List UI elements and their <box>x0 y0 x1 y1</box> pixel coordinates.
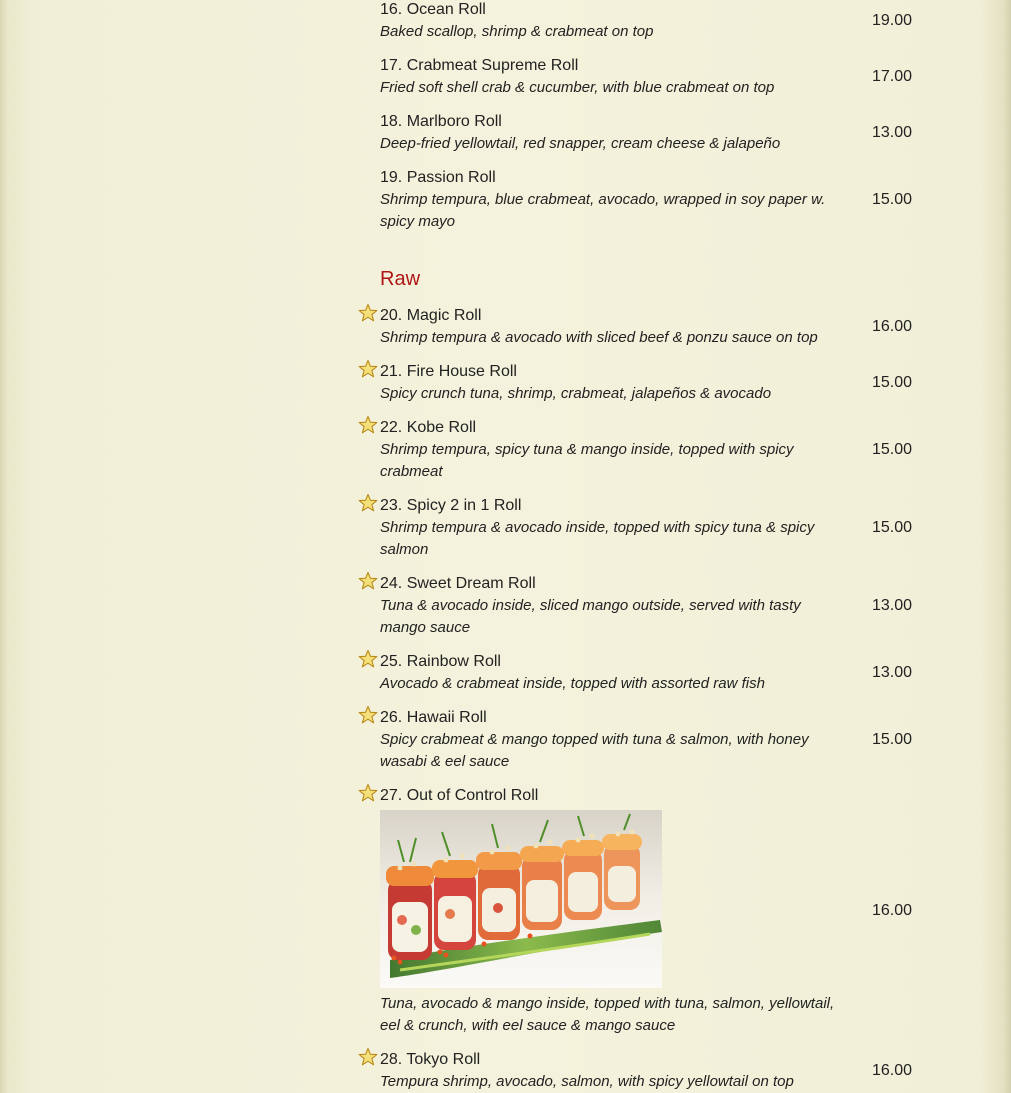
item-name: 16. Ocean Roll <box>380 1 486 18</box>
item-name: 28. Tokyo Roll <box>380 1051 481 1068</box>
star-icon <box>358 415 378 435</box>
item-description: Tempura shrimp, avocado, salmon, with spicy yellowtail on top <box>380 1073 794 1090</box>
item-price: 15.00 <box>872 191 913 208</box>
item-name: 22. Kobe Roll <box>380 419 477 436</box>
star-icon <box>358 571 378 591</box>
star-icon <box>358 705 378 725</box>
star-icon <box>358 359 378 379</box>
item-name: 18. Marlboro Roll <box>380 113 502 130</box>
item-name: 21. Fire House Roll <box>380 363 517 380</box>
item-name: 26. Hawaii Roll <box>380 709 487 726</box>
item-name: 27. Out of Control Roll <box>380 787 539 804</box>
item-description: Tuna, avocado & mango inside, topped with tuna, salmon, yellowtail, eel & crunch, with eel sauce & mango sauce <box>380 995 835 1034</box>
item-price: 15.00 <box>872 731 913 748</box>
item-price: 16.00 <box>872 902 913 919</box>
item-description: Shrimp tempura & avocado inside, topped with spicy tuna & spicy salmon <box>380 519 815 558</box>
item-price: 15.00 <box>872 441 913 458</box>
item-description: Spicy crabmeat & mango topped with tuna & salmon, with honey wasabi & eel sauce <box>380 731 809 770</box>
item-description: Tuna & avocado inside, sliced mango outside, served with tasty mango sauce <box>380 597 801 636</box>
star-icon <box>358 649 378 669</box>
item-description: Deep-fried yellowtail, red snapper, cream cheese & jalapeño <box>380 135 781 152</box>
item-price: 16.00 <box>872 318 913 335</box>
item-price: 13.00 <box>872 664 913 681</box>
item-price: 19.00 <box>872 12 913 29</box>
item-description: Spicy crunch tuna, shrimp, crabmeat, jalapeños & avocado <box>380 385 772 402</box>
item-name: 24. Sweet Dream Roll <box>380 575 536 592</box>
item-name: 17. Crabmeat Supreme Roll <box>380 57 579 74</box>
star-icon <box>358 493 378 513</box>
item-price: 13.00 <box>872 597 913 614</box>
item-price: 13.00 <box>872 124 913 141</box>
item-description: Shrimp tempura, blue crabmeat, avocado, wrapped in soy paper w. spicy mayo <box>380 191 826 230</box>
section-title-raw: Raw <box>380 268 421 290</box>
item-price: 15.00 <box>872 519 913 536</box>
item-description: Shrimp tempura, spicy tuna & mango inside, topped with spicy crabmeat <box>380 441 794 480</box>
star-icon <box>358 783 378 803</box>
item-price: 17.00 <box>872 68 913 85</box>
item-name: 23. Spicy 2 in 1 Roll <box>380 497 522 514</box>
item-name: 19. Passion Roll <box>380 169 496 186</box>
star-icon <box>358 303 378 323</box>
item-price: 15.00 <box>872 374 913 391</box>
item-description: Fried soft shell crab & cucumber, with blue crabmeat on top <box>380 79 775 96</box>
sushi-roll-photo <box>380 810 662 988</box>
item-description: Avocado & crabmeat inside, topped with assorted raw fish <box>380 675 765 692</box>
item-description: Shrimp tempura & avocado with sliced beef & ponzu sauce on top <box>380 329 818 346</box>
item-name: 20. Magic Roll <box>380 307 482 324</box>
item-price: 16.00 <box>872 1062 913 1079</box>
star-icon <box>358 1047 378 1067</box>
item-name: 25. Rainbow Roll <box>380 653 501 670</box>
item-description: Baked scallop, shrimp & crabmeat on top <box>380 23 654 40</box>
